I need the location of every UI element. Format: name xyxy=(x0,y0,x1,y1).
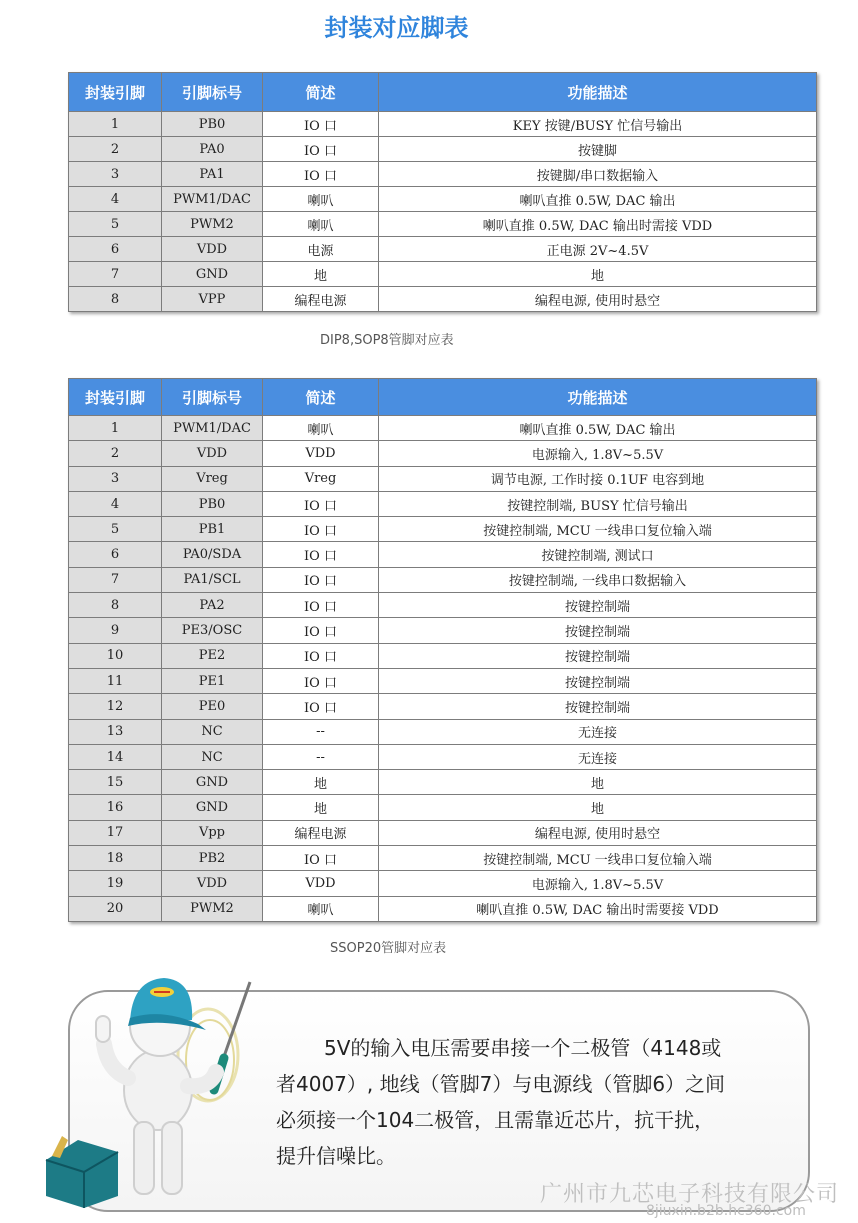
pin-number-cell: 7 xyxy=(69,262,162,287)
pin-label-cell: GND xyxy=(162,770,263,795)
table-row xyxy=(69,744,817,769)
table-row xyxy=(69,262,817,287)
pin-function-cell: 喇叭直推 0.5W, DAC 输出 xyxy=(379,416,817,441)
pin-brief-cell: 喇叭 xyxy=(263,212,379,237)
table-row xyxy=(69,287,817,312)
pin-function-cell: 调节电源, 工作时接 0.1UF 电容到地 xyxy=(379,466,817,491)
header-brief: 简述 xyxy=(263,379,379,416)
note-line: 必须接一个104二极管，且需靠近芯片，抗干扰， xyxy=(276,1108,715,1132)
pin-label-cell: PB0 xyxy=(162,491,263,516)
pin-label-cell: Vpp xyxy=(162,820,263,845)
pin-number-cell: 2 xyxy=(69,441,162,466)
table-row xyxy=(69,668,817,693)
pin-function-cell: 按键控制端 xyxy=(379,668,817,693)
pin-label-cell: PWM2 xyxy=(162,896,263,921)
table-row xyxy=(69,137,817,162)
company-watermark: 广州市九芯电子科技有限公司 xyxy=(540,1182,840,1207)
pin-brief-cell: IO 口 xyxy=(263,846,379,871)
pin-brief-cell: IO 口 xyxy=(263,517,379,542)
worker-figure-icon xyxy=(38,960,268,1210)
pin-number-cell: 5 xyxy=(69,212,162,237)
table-row xyxy=(69,187,817,212)
table-row xyxy=(69,643,817,668)
pin-brief-cell: IO 口 xyxy=(263,162,379,187)
table-row xyxy=(69,618,817,643)
pin-number-cell: 11 xyxy=(69,668,162,693)
table-row xyxy=(69,491,817,516)
pin-label-cell: PA0 xyxy=(162,137,263,162)
pin-number-cell: 15 xyxy=(69,770,162,795)
pin-label-cell: GND xyxy=(162,795,263,820)
pin-label-cell: PWM1/DAC xyxy=(162,187,263,212)
pin-function-cell: 按键控制端, 一线串口数据输入 xyxy=(379,567,817,592)
pin-brief-cell: VDD xyxy=(263,871,379,896)
pin-brief-cell: IO 口 xyxy=(263,491,379,516)
pin-number-cell: 20 xyxy=(69,896,162,921)
pin-function-cell: 按键控制端 xyxy=(379,618,817,643)
pin-label-cell: NC xyxy=(162,719,263,744)
header-package-pin: 封装引脚 xyxy=(69,73,162,112)
pin-function-cell: 正电源 2V~4.5V xyxy=(379,237,817,262)
header-function: 功能描述 xyxy=(379,379,817,416)
page-title: 封装对应脚表 xyxy=(324,14,469,42)
pin-label-cell: PB1 xyxy=(162,517,263,542)
table-row xyxy=(69,162,817,187)
table-row xyxy=(69,441,817,466)
table-row xyxy=(69,770,817,795)
pin-brief-cell: -- xyxy=(263,744,379,769)
pin-brief-cell: 地 xyxy=(263,770,379,795)
pin-number-cell: 18 xyxy=(69,846,162,871)
pin-function-cell: 按键控制端 xyxy=(379,643,817,668)
pin-function-cell: 按键控制端 xyxy=(379,694,817,719)
pin-number-cell: 17 xyxy=(69,820,162,845)
table-row xyxy=(69,719,817,744)
pin-label-cell: PWM2 xyxy=(162,212,263,237)
pin-brief-cell: 电源 xyxy=(263,237,379,262)
pin-number-cell: 3 xyxy=(69,466,162,491)
pin-function-cell: 按键控制端, 测试口 xyxy=(379,542,817,567)
pin-brief-cell: IO 口 xyxy=(263,618,379,643)
table-row xyxy=(69,542,817,567)
pin-brief-cell: 喇叭 xyxy=(263,416,379,441)
pin-label-cell: PE0 xyxy=(162,694,263,719)
pin-function-cell: 喇叭直推 0.5W, DAC 输出时需接 VDD xyxy=(379,212,817,237)
pin-function-cell: 电源输入, 1.8V~5.5V xyxy=(379,441,817,466)
pin-number-cell: 2 xyxy=(69,137,162,162)
header-brief: 简述 xyxy=(263,73,379,112)
pin-number-cell: 16 xyxy=(69,795,162,820)
table-row xyxy=(69,517,817,542)
pin-function-cell: 地 xyxy=(379,262,817,287)
note-text xyxy=(276,1030,776,1174)
dip8-pin-table xyxy=(68,72,817,312)
pin-label-cell: VDD xyxy=(162,871,263,896)
pin-number-cell: 14 xyxy=(69,744,162,769)
dip8-table-caption: DIP8,SOP8管脚对应表 xyxy=(320,333,454,348)
pin-number-cell: 3 xyxy=(69,162,162,187)
note-line: 提升信噪比。 xyxy=(276,1144,396,1168)
pin-brief-cell: 编程电源 xyxy=(263,820,379,845)
pin-number-cell: 19 xyxy=(69,871,162,896)
table-row xyxy=(69,212,817,237)
pin-function-cell: 喇叭直推 0.5W, DAC 输出 xyxy=(379,187,817,212)
site-watermark: 8jiuxin.b2b.hc360.com xyxy=(646,1203,806,1219)
pin-function-cell: 无连接 xyxy=(379,719,817,744)
pin-function-cell: KEY 按键/BUSY 忙信号输出 xyxy=(379,112,817,137)
pin-label-cell: PB0 xyxy=(162,112,263,137)
table-row xyxy=(69,871,817,896)
pin-label-cell: VDD xyxy=(162,441,263,466)
pin-brief-cell: 地 xyxy=(263,795,379,820)
pin-number-cell: 8 xyxy=(69,593,162,618)
table-row xyxy=(69,112,817,137)
pin-number-cell: 1 xyxy=(69,112,162,137)
pin-brief-cell: 喇叭 xyxy=(263,896,379,921)
pin-function-cell: 编程电源, 使用时悬空 xyxy=(379,820,817,845)
pin-label-cell: PB2 xyxy=(162,846,263,871)
pin-label-cell: PWM1/DAC xyxy=(162,416,263,441)
pin-number-cell: 8 xyxy=(69,287,162,312)
table-row xyxy=(69,237,817,262)
ssop20-pin-table xyxy=(68,378,817,922)
pin-number-cell: 10 xyxy=(69,643,162,668)
pin-function-cell: 按键控制端, BUSY 忙信号输出 xyxy=(379,491,817,516)
pin-function-cell: 电源输入, 1.8V~5.5V xyxy=(379,871,817,896)
pin-number-cell: 13 xyxy=(69,719,162,744)
header-package-pin: 封装引脚 xyxy=(69,379,162,416)
table-row xyxy=(69,846,817,871)
pin-brief-cell: VDD xyxy=(263,441,379,466)
pin-brief-cell: 编程电源 xyxy=(263,287,379,312)
pin-brief-cell: IO 口 xyxy=(263,668,379,693)
table-row xyxy=(69,416,817,441)
pin-brief-cell: Vreg xyxy=(263,466,379,491)
header-function: 功能描述 xyxy=(379,73,817,112)
table-row xyxy=(69,896,817,921)
pin-number-cell: 9 xyxy=(69,618,162,643)
pin-number-cell: 6 xyxy=(69,237,162,262)
pin-function-cell: 按键脚 xyxy=(379,137,817,162)
table-row xyxy=(69,694,817,719)
note-line: 5V的输入电压需要串接一个二极管（4148或 xyxy=(324,1036,722,1060)
pin-brief-cell: 地 xyxy=(263,262,379,287)
pin-function-cell: 按键脚/串口数据输入 xyxy=(379,162,817,187)
pin-label-cell: VPP xyxy=(162,287,263,312)
header-pin-label: 引脚标号 xyxy=(162,379,263,416)
pin-label-cell: PE1 xyxy=(162,668,263,693)
pin-label-cell: PE2 xyxy=(162,643,263,668)
pin-function-cell: 按键控制端, MCU 一线串口复位输入端 xyxy=(379,517,817,542)
table-row xyxy=(69,593,817,618)
table-row xyxy=(69,795,817,820)
pin-function-cell: 编程电源, 使用时悬空 xyxy=(379,287,817,312)
pin-brief-cell: IO 口 xyxy=(263,643,379,668)
pin-function-cell: 喇叭直推 0.5W, DAC 输出时需要接 VDD xyxy=(379,896,817,921)
pin-label-cell: PE3/OSC xyxy=(162,618,263,643)
pin-number-cell: 1 xyxy=(69,416,162,441)
pin-number-cell: 4 xyxy=(69,187,162,212)
pin-brief-cell: 喇叭 xyxy=(263,187,379,212)
pin-brief-cell: IO 口 xyxy=(263,694,379,719)
pin-label-cell: PA1 xyxy=(162,162,263,187)
pin-label-cell: Vreg xyxy=(162,466,263,491)
pin-label-cell: PA2 xyxy=(162,593,263,618)
pin-number-cell: 5 xyxy=(69,517,162,542)
pin-number-cell: 4 xyxy=(69,491,162,516)
pin-label-cell: NC xyxy=(162,744,263,769)
pin-function-cell: 按键控制端, MCU 一线串口复位输入端 xyxy=(379,846,817,871)
pin-label-cell: PA1/SCL xyxy=(162,567,263,592)
pin-label-cell: GND xyxy=(162,262,263,287)
ssop20-table-caption: SSOP20管脚对应表 xyxy=(330,941,447,956)
pin-brief-cell: IO 口 xyxy=(263,542,379,567)
pin-label-cell: VDD xyxy=(162,237,263,262)
pin-function-cell: 地 xyxy=(379,795,817,820)
pin-brief-cell: -- xyxy=(263,719,379,744)
pin-function-cell: 地 xyxy=(379,770,817,795)
table-header-row xyxy=(69,73,817,112)
table-row xyxy=(69,567,817,592)
pin-function-cell: 按键控制端 xyxy=(379,593,817,618)
pin-brief-cell: IO 口 xyxy=(263,137,379,162)
pin-label-cell: PA0/SDA xyxy=(162,542,263,567)
pin-brief-cell: IO 口 xyxy=(263,112,379,137)
table-row xyxy=(69,466,817,491)
pin-brief-cell: IO 口 xyxy=(263,593,379,618)
pin-brief-cell: IO 口 xyxy=(263,567,379,592)
pin-number-cell: 12 xyxy=(69,694,162,719)
table-header-row xyxy=(69,379,817,416)
pin-number-cell: 6 xyxy=(69,542,162,567)
pin-number-cell: 7 xyxy=(69,567,162,592)
pin-function-cell: 无连接 xyxy=(379,744,817,769)
table-row xyxy=(69,820,817,845)
header-pin-label: 引脚标号 xyxy=(162,73,263,112)
note-line: 者4007）, 地线（管脚7）与电源线（管脚6）之间 xyxy=(276,1072,726,1096)
